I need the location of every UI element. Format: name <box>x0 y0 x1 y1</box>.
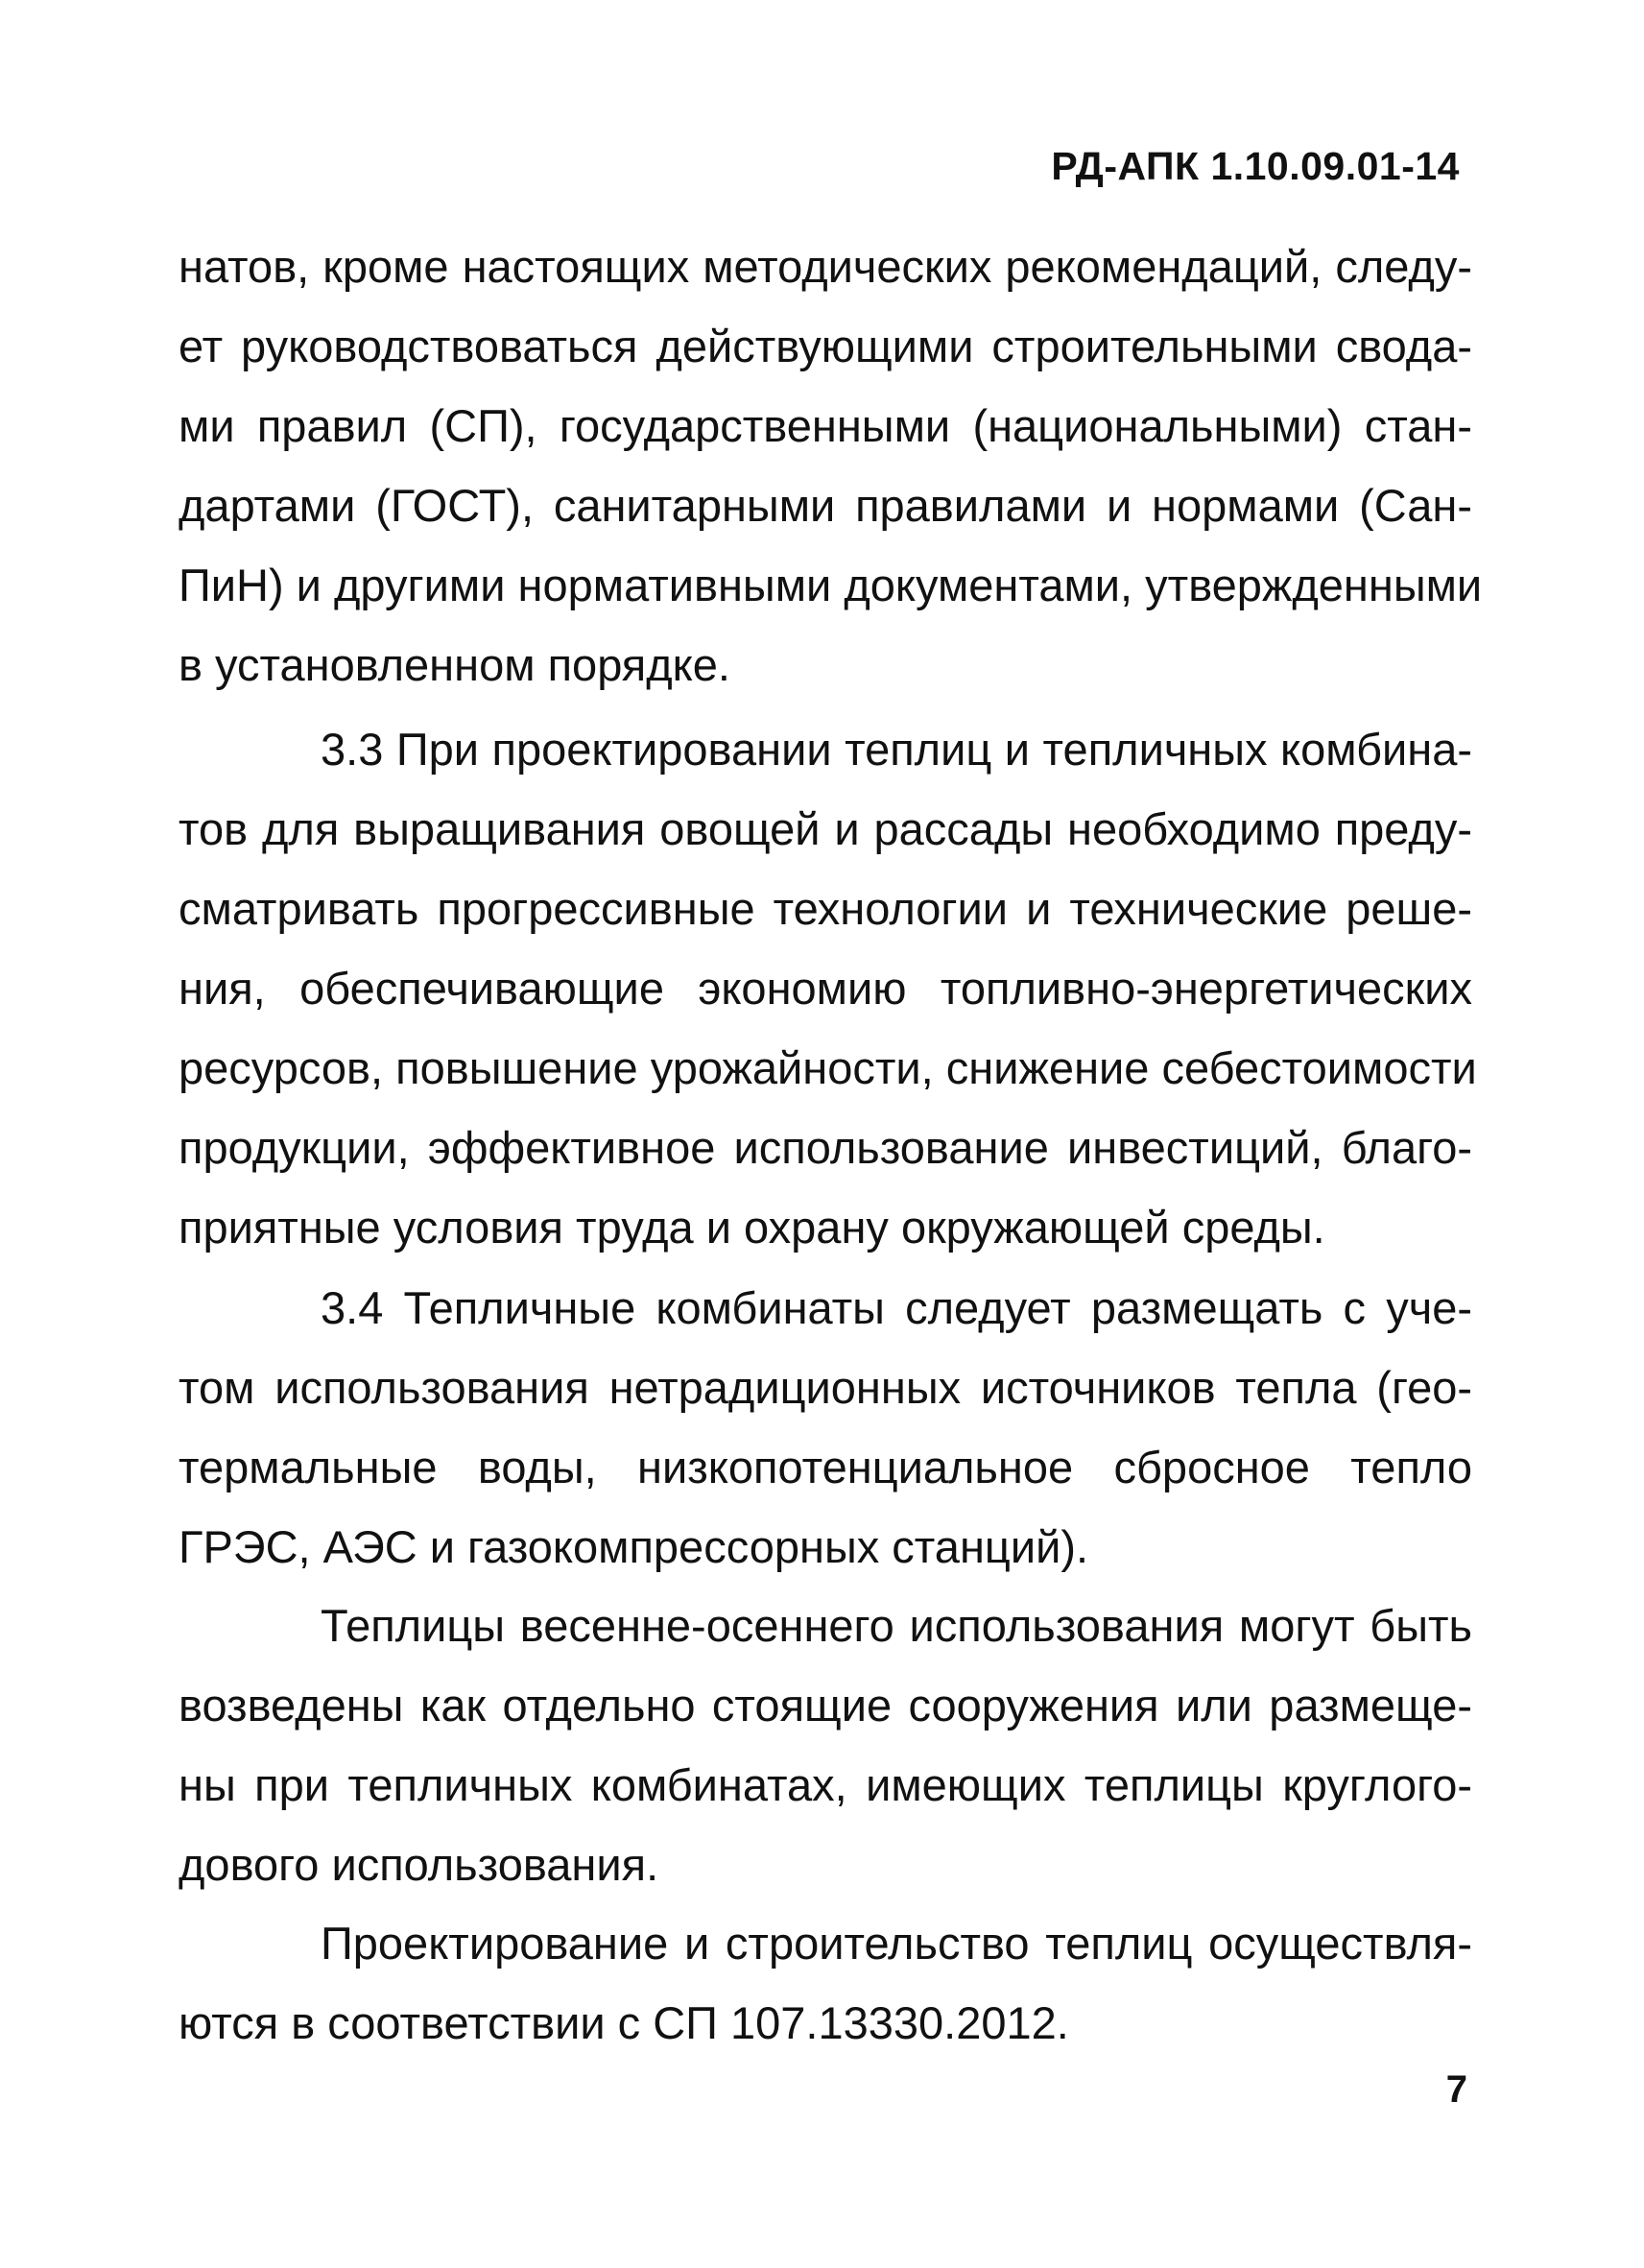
text-line: натов, кроме настоящих методических рекомендаций, следу- <box>179 241 1472 292</box>
text-line: ния, обеспечивающие экономию топливно-энергетических <box>179 963 1472 1014</box>
text-line: приятные условия труда и охрану окружающей среды. <box>179 1202 1325 1253</box>
text-line: дартами (ГОСТ), санитарными правилами и нормами (Сан- <box>179 480 1472 531</box>
paragraph-1 <box>179 227 1483 704</box>
document-code: РД-АПК 1.10.09.01-14 <box>1051 144 1460 188</box>
text-line: тов для выращивания овощей и рассады необходимо преду- <box>179 803 1472 854</box>
page-number: 7 <box>1445 2068 1467 2111</box>
paragraph-3-3 <box>179 709 1477 1267</box>
text-line: ПиН) и другими нормативными документами, утвержденными <box>179 560 1483 610</box>
paragraph-design <box>179 1903 1472 2063</box>
text-line: 3.3 При проектировании теплиц и тепличных комбина- <box>321 724 1472 775</box>
text-line: ресурсов, повышение урожайности, снижение себестоимости <box>179 1042 1477 1093</box>
text-line: ны при тепличных комбинатах, имеющих теплицы круглого- <box>179 1759 1472 1810</box>
text-line: 3.4 Тепличные комбинаты следует размещать с уче- <box>321 1282 1472 1333</box>
text-line: ми правил (СП), государственными (национальными) стан- <box>179 400 1472 451</box>
text-line: термальные воды, низкопотенциальное сбросное тепло <box>179 1442 1472 1492</box>
text-line: том использования нетрадиционных источников тепла (гео- <box>179 1362 1472 1413</box>
text-line: ГРЭС, АЭС и газокомпрессорных станций). <box>179 1521 1089 1572</box>
text-line: сматривать прогрессивные технологии и технические реше- <box>179 883 1472 934</box>
text-line: Теплицы весенне-осеннего использования могут быть <box>321 1600 1472 1651</box>
text-line: Проектирование и строительство теплиц осуществля- <box>321 1918 1472 1969</box>
text-line: возведены как отдельно стоящие сооружения или размеще- <box>179 1680 1472 1731</box>
text-line: дового использования. <box>179 1839 659 1890</box>
text-line: в установленном порядке. <box>179 639 730 690</box>
text-line: ет руководствоваться действующими строительными свода- <box>179 321 1472 371</box>
text-line: продукции, эффективное использование инвестиций, благо- <box>179 1122 1472 1173</box>
paragraph-3-4 <box>179 1268 1472 1587</box>
text-line: ются в соответствии с СП 107.13330.2012. <box>179 1997 1069 2048</box>
paragraph-spring-autumn <box>179 1586 1472 1904</box>
